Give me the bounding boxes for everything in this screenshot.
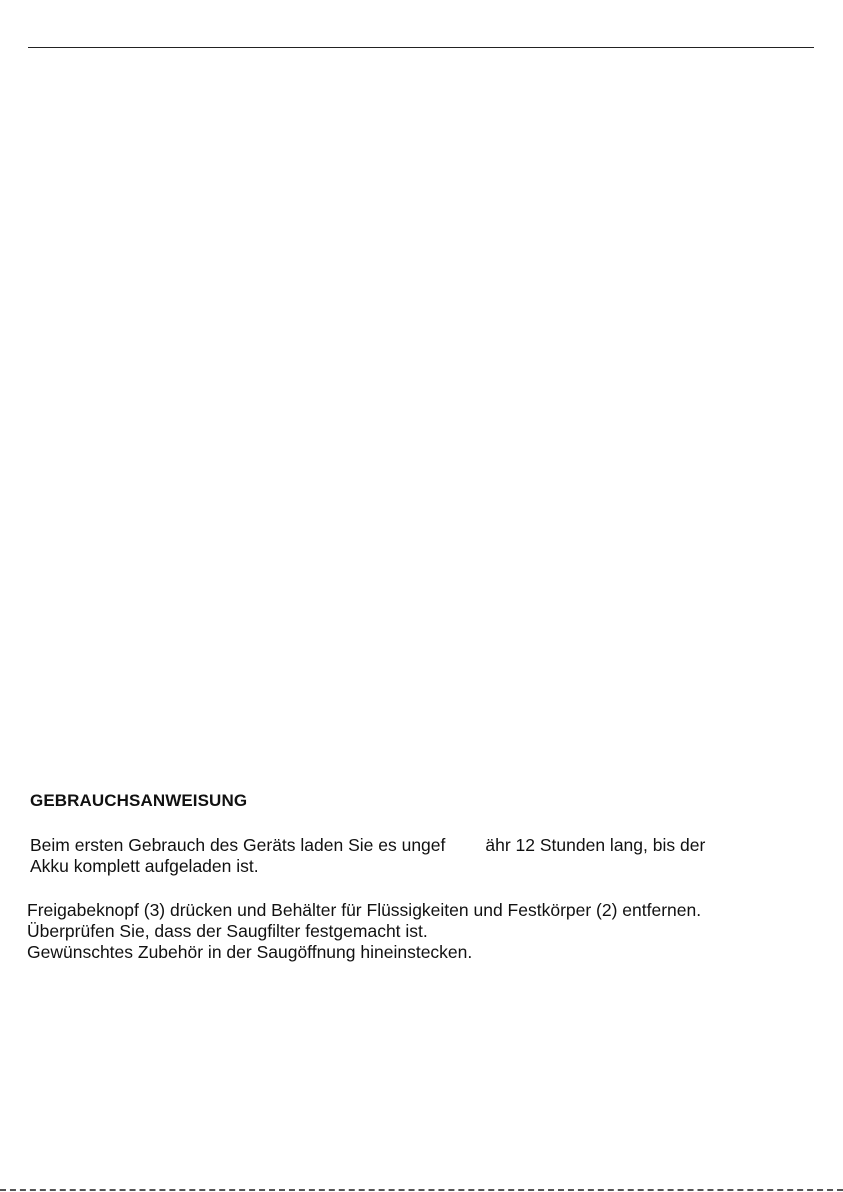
intro-text-part-1: Beim ersten Gebrauch des Geräts laden Sie es ungef — [30, 835, 446, 855]
intro-text-part-2: ähr 12 Stunden lang, bis der — [485, 835, 706, 855]
section-heading: GEBRAUCHSANWEISUNG — [30, 791, 248, 810]
footer-divider — [0, 1189, 843, 1191]
intro-paragraph-line-2: Akku komplett aufgeladen ist. — [30, 856, 259, 876]
instruction-step-2: Überprüfen Sie, dass der Saugfilter festgemacht ist. — [27, 921, 428, 941]
intro-paragraph-line-1 — [30, 835, 705, 856]
instruction-step-1: Freigabeknopf (3) drücken und Behälter für Flüssigkeiten und Festkörper (2) entfernen. — [27, 900, 702, 920]
instruction-step-3: Gewünschtes Zubehör in der Saugöffnung hineinstecken. — [27, 942, 473, 962]
header-divider — [28, 47, 814, 48]
